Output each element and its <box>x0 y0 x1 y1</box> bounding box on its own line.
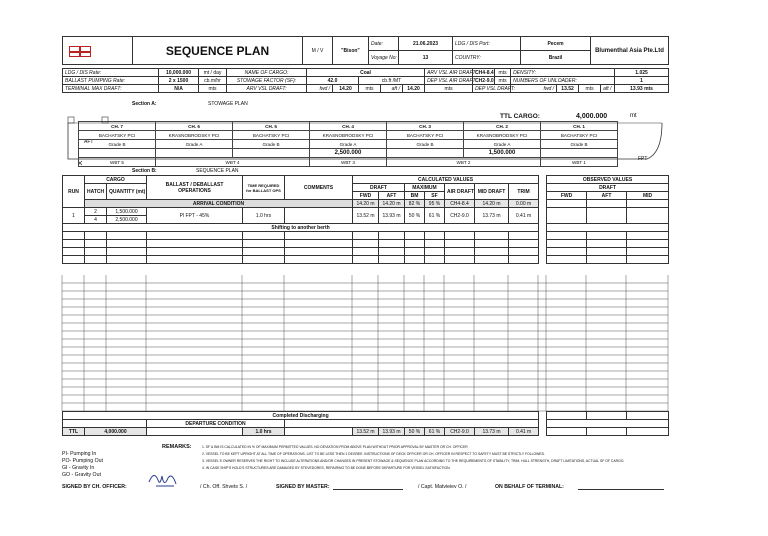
dep-fwd-label: fwd / <box>511 85 557 93</box>
unloader-label: NUMBERS OF UNLOADER: <box>511 77 615 85</box>
pump-value: 2 x 1500 <box>159 77 199 85</box>
dep-aft-value: 13.93 mts <box>615 85 669 93</box>
empty-grid <box>62 275 668 411</box>
legend-go: GO - Gravity Out <box>62 472 101 478</box>
hold-grade-4: Grade A <box>310 140 387 149</box>
run-1-fwd: 13.52 m <box>353 208 379 224</box>
run-1-bm: 50 % <box>405 208 425 224</box>
col-run: RUN <box>63 176 85 208</box>
remark-3: 3. VESSEL'S OWNER RESERVES THE RIGHT TO INCLUDE ALTERATIONS AND/OR CHANGES IN PRESENT STOWAGE & SEQUENCE PLAN ACCORDING TO THE REQUIREMENTS OF STABILITY, TRIM, HULL STRENGTH, DRAFT LIMITATIONS, ACTUAL SF OF CARGO. <box>202 459 625 463</box>
col-ballast: BALLAST / DEBALLAST OPERATIONS <box>147 176 243 200</box>
departure-air: CH2-9.0 <box>445 428 475 436</box>
stowage-plan-label: STOWAGE PLAN <box>208 101 248 107</box>
sf-value: 42.0 <box>307 77 359 85</box>
hold-shipper-1: BACHATSKY PCI <box>541 131 618 140</box>
col-draft: DRAFT <box>353 184 405 192</box>
hold-grade-1: Grade B <box>541 140 618 149</box>
dep-air-unit: mts <box>495 77 511 85</box>
aft-label: AFT <box>84 139 94 145</box>
col-time: TIME REQUIRED for BALLAST OPS <box>243 176 285 200</box>
run-1-qty-b: 2,500.000 <box>107 216 147 224</box>
remark-4: 4. IN CASE SHIP'S HOLD'S STRUCTURES ARE DAMAGED BY STEVEDORES, REPAIRING TO BE DONE BEFORE DEPARTURE FOR VESSEL SATISFACTION. <box>202 466 451 470</box>
fpt-label: FPT <box>638 156 648 162</box>
run-1-hatch-b: 4 <box>85 216 107 224</box>
wbt-3: WBT 3 <box>310 158 387 167</box>
departure-trim: 0.41 m <box>509 428 539 436</box>
remark-1: 1. SF & BM IS CALCULATED IN % OF MAXIMUM PERMITTED VALUES. NO DEVIATION FROM ABOVE PLAN WITHOUT PRIOR APPROVAL BY MASTER OR CH. OFFICER <box>202 445 468 449</box>
arrival-label: ARRIVAL CONDITION <box>85 200 353 208</box>
sequence-plan-label: SEQUENCE PLAN <box>196 168 239 174</box>
hold-qty-6 <box>156 149 233 158</box>
remarks-label: REMARKS: <box>162 444 192 450</box>
section-a-label: Section A: <box>132 101 157 107</box>
col-cargo: CARGO <box>85 176 147 184</box>
sf-unit: cb.ft /MT <box>359 77 425 85</box>
run-1-hatch-a: 2 <box>85 208 107 216</box>
date-label: Date: <box>369 37 399 51</box>
col-bm: BM <box>405 192 425 200</box>
vessel-name: "Bison" <box>333 37 369 65</box>
company-logo <box>63 37 133 65</box>
hold-name-5: CH. 5 <box>233 122 310 131</box>
col-mid: MID DRAFT <box>475 184 509 200</box>
arrival-sf: 95 % <box>425 200 445 208</box>
hold-grade-2: Grade A <box>464 140 541 149</box>
arrival-mid: 14.20 m <box>475 200 509 208</box>
hold-name-7: CH. 7 <box>79 122 156 131</box>
hold-shipper-2: KRASNOBRODSKY PCI <box>464 131 541 140</box>
run-1-ops: Pl FPT - 45% <box>147 208 243 224</box>
remark-2: 2. VESSEL TO BE KEPT UPRIGHT AT ALL TIME OF OPERATIONS. LIST TO BE LESS THEN 1 DEGREE. INSTRUCTIONS OF DECK OFFICER OR CH. OFFICER IN RESPECT TO SAFETY MUST BE STRICTLY FOLLOWED. <box>202 452 545 456</box>
arv-air-unit: mts <box>495 69 511 77</box>
country-label: COUNTRY: <box>453 51 521 65</box>
tmd-label: TERMINAL MAX DRAFT: <box>63 85 159 93</box>
departure-aft: 13.93 m <box>379 428 405 436</box>
run-1-trim: 0.41 m <box>509 208 539 224</box>
legend <box>62 451 103 479</box>
pump-unit: cb.m/hr <box>199 77 227 85</box>
hold-qty-1 <box>541 149 618 158</box>
hold-shipper-4: KRASNOBRODSKY PCI <box>310 131 387 140</box>
hold-shipper-5: BACHATSKY PCI <box>233 131 310 140</box>
rate-unit: mt / day <box>199 69 227 77</box>
unloader-value: 1 <box>615 77 669 85</box>
arrival-air: CH4-8.4 <box>445 200 475 208</box>
terminal-signature-line <box>578 484 664 490</box>
col-calculated: CALCULATED VALUES <box>353 176 539 184</box>
hold-layout <box>78 121 618 167</box>
hold-shipper-7: BACHATSKY PCI <box>79 131 156 140</box>
hold-shipper-6: KRASNOBRODSKY PCI <box>156 131 233 140</box>
hold-grade-6: Grade A <box>156 140 233 149</box>
col-maximum: MAXIMUM <box>405 184 445 192</box>
completed-row: Completed Discharging <box>63 412 539 420</box>
run-1-qty-a: 1,500.000 <box>107 208 147 216</box>
density-value: 1.025 <box>615 69 669 77</box>
dep-air-value: CH2-9.0 <box>473 77 495 85</box>
hold-name-6: CH. 6 <box>156 122 233 131</box>
col-omid: MID <box>627 192 669 200</box>
sequence-table <box>62 175 669 264</box>
col-observed: OBSERVED VALUES <box>547 176 669 184</box>
hold-qty-5 <box>233 149 310 158</box>
signed-master-label: SIGNED BY MASTER: <box>276 484 330 490</box>
arrival-fwd: 14.20 m <box>353 200 379 208</box>
col-trim: TRIM <box>509 184 539 200</box>
col-qty: QUANTITY (mt) <box>107 184 147 200</box>
sequence-plan-sheet <box>62 36 668 93</box>
officer-signature <box>146 468 180 490</box>
run-1-time: 1.0 hrs <box>243 208 285 224</box>
wbt-5: WBT 5 <box>79 158 156 167</box>
ttl-cargo-label: TTL CARGO: <box>500 113 540 120</box>
departure-time: 1.0 hrs <box>243 428 285 436</box>
arv-air-label: ARV VSL AIR DRAFT: <box>425 69 473 77</box>
ttl-cargo-value: 4,000.000 <box>576 113 608 120</box>
date-value: 21.06.2023 <box>399 37 453 51</box>
dep-fwd-unit: mts <box>579 85 601 93</box>
port-value: Pecem <box>521 37 591 51</box>
col-ofwd: FWD <box>547 192 587 200</box>
run-1-air: CH2-9.0 <box>445 208 475 224</box>
arv-air-value: CH4-8.4 <box>473 69 495 77</box>
wbt-1: WBT 1 <box>541 158 618 167</box>
page-title: SEQUENCE PLAN <box>133 37 303 65</box>
dep-aft-label: aft / <box>601 85 615 93</box>
company-name: Blumenthal Asia Pte.Ltd <box>591 37 669 65</box>
hold-qty-4: 2,500.000 <box>310 149 387 158</box>
rate-value: 10,000.000 <box>159 69 199 77</box>
col-odraft: DRAFT <box>547 184 669 192</box>
departure-mid: 13.73 m <box>475 428 509 436</box>
pump-label: BALLAST PUMPING Rate: <box>63 77 159 85</box>
voyage-value: 13 <box>399 51 453 65</box>
arv-draft-label: ARV VSL DRAFT: <box>227 85 307 93</box>
rate-label: LDG / DIS Rate: <box>63 69 159 77</box>
ttl-cargo-unit: mt <box>630 113 637 119</box>
hold-name-1: CH. 1 <box>541 122 618 131</box>
legend-po: PO- Pumping Out <box>62 458 103 464</box>
run-1-number: 1 <box>63 208 85 224</box>
hold-qty-3 <box>387 149 464 158</box>
arv-fwd-label: fwd / <box>307 85 333 93</box>
hold-qty-2: 1,500.000 <box>464 149 541 158</box>
col-comments: COMMENTS <box>285 176 353 200</box>
voyage-label: Voyage No: <box>369 51 399 65</box>
run-1-aft: 13.93 m <box>379 208 405 224</box>
legend-pi: PI- Pumping In <box>62 451 97 457</box>
tmd-unit: mts <box>199 85 227 93</box>
col-fwd: FWD <box>353 192 379 200</box>
density-label: DENSITY: <box>511 69 615 77</box>
ttl-label: TTL <box>63 428 85 436</box>
run-1-mid: 13.73 m <box>475 208 509 224</box>
departure-fwd: 13.52 m <box>353 428 379 436</box>
run-1-sf: 61 % <box>425 208 445 224</box>
col-sf: SF <box>425 192 445 200</box>
arv-fwd-unit: mts <box>359 85 381 93</box>
info-table <box>62 68 669 93</box>
departure-sf: 61 % <box>425 428 445 436</box>
departure-bm: 50 % <box>405 428 425 436</box>
col-hatch: HATCH <box>85 184 107 200</box>
hold-name-3: CH. 3 <box>387 122 464 131</box>
wbt-2: WBT 2 <box>387 158 541 167</box>
wbt-4: WBT 4 <box>156 158 310 167</box>
tmd-value: N/A <box>159 85 199 93</box>
hold-shipper-3: BACHATSKY PCI <box>387 131 464 140</box>
arv-aft-unit: mts <box>425 85 473 93</box>
arv-fwd-value: 14.20 <box>333 85 359 93</box>
bottom-table <box>62 411 669 436</box>
mv-label: M / V <box>303 37 333 65</box>
arv-aft-value: 14.20 <box>403 85 425 93</box>
cargo-value: Coal <box>307 69 425 77</box>
arrival-trim: 0.00 m <box>509 200 539 208</box>
dep-fwd-value: 13.52 <box>557 85 579 93</box>
dep-air-label: DEP VSL AIR DRAFT: <box>425 77 473 85</box>
arrival-aft: 14.20 m <box>379 200 405 208</box>
dep-draft-label: DEP VSL DRAFT: <box>473 85 511 93</box>
header-table <box>62 36 669 65</box>
legend-gi: GI - Gravity In <box>62 465 95 471</box>
arv-aft-label: aft / <box>381 85 403 93</box>
spacer <box>539 176 547 264</box>
arrival-bm: 82 % <box>405 200 425 208</box>
ttl-qty: 4,000.000 <box>85 428 147 436</box>
cargo-label: NAME OF CARGO: <box>227 69 307 77</box>
hold-qty-7 <box>79 149 156 158</box>
port-label: LDG / DIS Port: <box>453 37 521 51</box>
officer-name: / Ch. Off. Shvets S. / <box>200 484 248 490</box>
hold-name-2: CH. 2 <box>464 122 541 131</box>
shifting-row: Shifting to another berth <box>63 224 539 232</box>
col-air: AIR DRAFT <box>445 184 475 200</box>
terminal-label: ON BEHALF OF TERMINAL: <box>495 484 564 490</box>
country-value: Brazil <box>521 51 591 65</box>
hold-grade-5: Grade B <box>233 140 310 149</box>
hold-grade-7: Grade B <box>79 140 156 149</box>
departure-label: DEPARTURE CONDITION <box>147 420 285 428</box>
col-aft: AFT <box>379 192 405 200</box>
signed-officer-label: SIGNED BY CH. OFFICER: <box>62 484 127 490</box>
hold-grade-3: Grade B <box>387 140 464 149</box>
col-oaft: AFT <box>587 192 627 200</box>
master-name: / Capt. Matvieiev O. / <box>418 484 467 490</box>
sf-label: STOWAGE FACTOR (SF): <box>227 77 307 85</box>
hold-name-4: CH. 4 <box>310 122 387 131</box>
section-b-label: Section B: <box>132 168 157 174</box>
master-signature-line <box>333 484 403 490</box>
